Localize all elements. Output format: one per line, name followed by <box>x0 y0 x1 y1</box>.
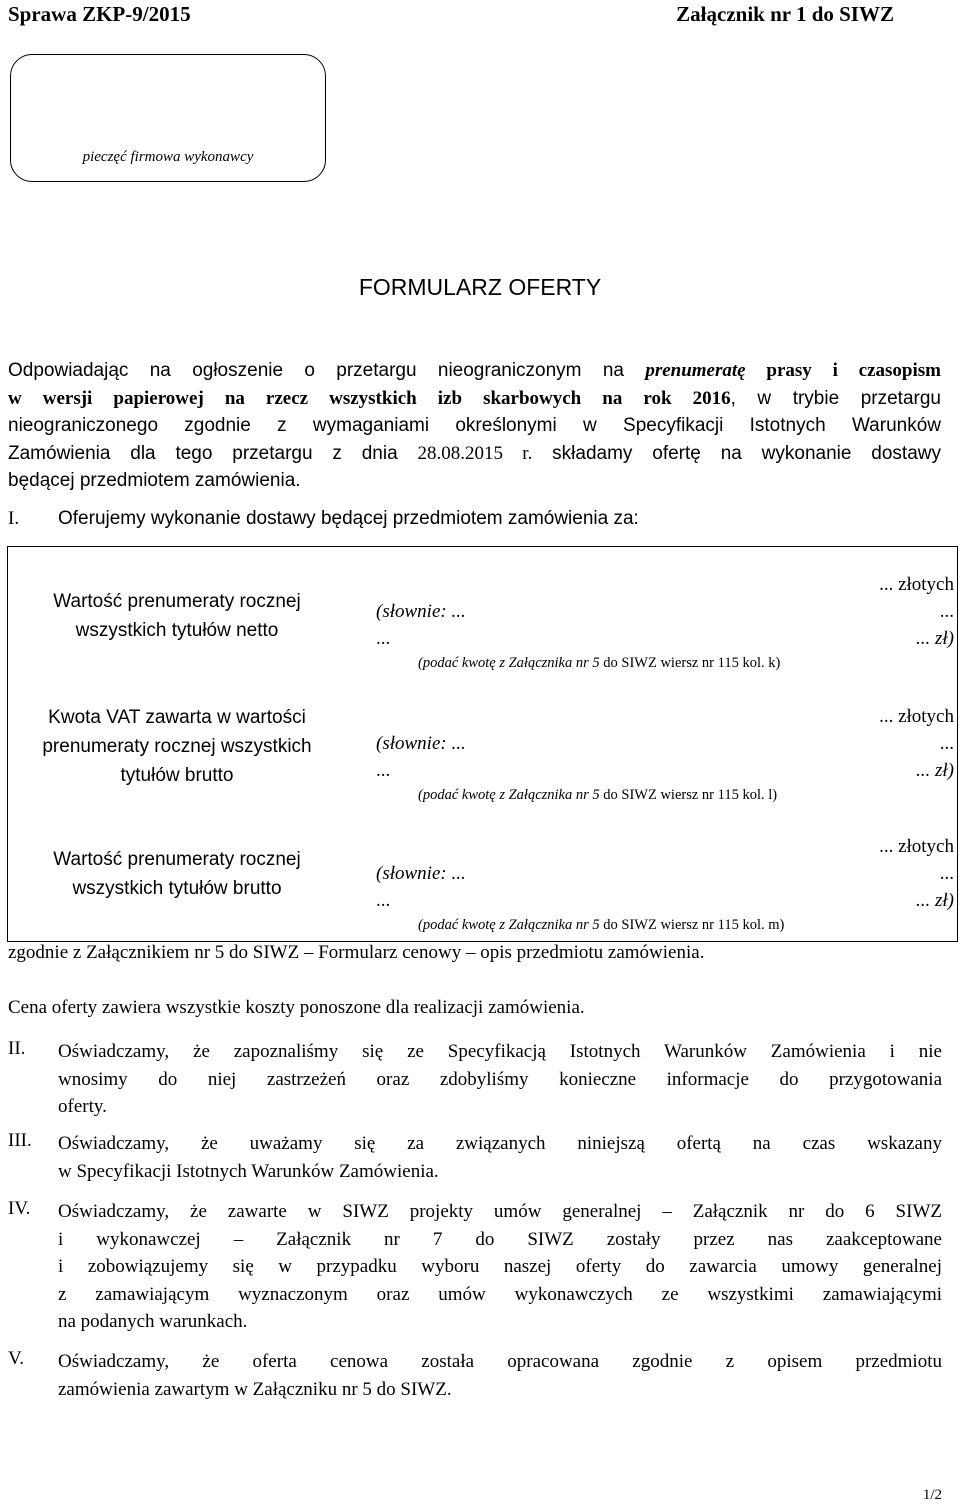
offer-table <box>7 546 958 942</box>
row-2-label: Kwota VAT zawarta w wartości prenumeraty rocznej wszystkich tytułów brutto <box>42 707 312 786</box>
intro-line-4: Zamówienia dla tego przetargu z dnia 28.08.2015 r. składamy ofertę na wykonanie dostawy <box>8 442 941 464</box>
row-3-value[interactable] <box>376 833 954 936</box>
section-1-number: I. <box>8 508 20 529</box>
price-note: Cena oferty zawiera wszystkie koszty ponoszone dla realizacji zamówienia. <box>8 997 585 1018</box>
row-1-label: Wartość prenumeraty rocznej wszystkich tytułów netto <box>53 591 301 641</box>
row-3-label: Wartość prenumeraty rocznej wszystkich tytułów brutto <box>53 849 301 899</box>
form-title: FORMULARZ OFERTY <box>358 274 602 300</box>
section-3-text: Oświadczamy, że uważamy się za związanych niniejszą ofertą na czas wskazany w Specyfikacji Istotnych Warunków Zamówienia. <box>58 1133 942 1182</box>
company-stamp-box[interactable] <box>10 54 326 182</box>
intro-line-2: w wersji papierowej na rzecz wszystkich izb skarbowych na rok 2016, w trybie przetargu <box>8 387 941 409</box>
row-2-amount: ... złotych <box>879 706 954 727</box>
intro-paragraph <box>8 357 941 495</box>
section-4-number: IV. <box>8 1198 31 1219</box>
after-table-text: zgodnie z Załącznikiem nr 5 do SIWZ – Formularz cenowy – opis przedmiotu zamówienia. <box>8 942 705 963</box>
row-2-value[interactable] <box>376 703 954 806</box>
row-3-amount: ... złotych <box>879 836 954 857</box>
section-2-number: II. <box>8 1038 26 1059</box>
section-3-number: III. <box>8 1130 32 1151</box>
row-2-zl: ... ... zł) <box>376 760 954 781</box>
row-3-words: (słownie: ... ... <box>376 863 954 884</box>
section-5-text: Oświadczamy, że oferta cenowa została opracowana zgodnie z opisem przedmiotu zamówienia zawartym w Załączniku nr 5 do SIWZ. <box>58 1351 942 1400</box>
attachment-label: Załącznik nr 1 do SIWZ <box>676 2 894 26</box>
row-3-zl: ... ... zł) <box>376 890 954 911</box>
stamp-label: pieczęć firmowa wykonawcy <box>82 149 254 165</box>
section-4-text: Oświadczamy, że zawarte w SIWZ projekty umów generalnej – Załącznik nr do 6 SIWZ i wykonawczej – Załącznik nr 7 do SIWZ zostały przez nas zaakceptowane i zobowiązujemy się w przypadku wyboru naszej oferty do zawarcia umowy generalnej z zamawiającym wyznaczonym oraz umów wykonawczych ze wszystkimi zamawiającymi na podanych warunkach. <box>58 1201 942 1332</box>
intro-line-1: Odpowiadając na ogłoszenie o przetargu nieograniczonym na prenumeratę prasy i czasopism <box>8 360 941 381</box>
intro-line-3: nieograniczonego zgodnie z wymaganiami określonymi w Specyfikacji Istotnych Warunków <box>8 415 941 436</box>
section-1-text: Oferujemy wykonanie dostawy będącej przedmiotem zamówienia za: <box>58 508 639 529</box>
row-2-note: (podać kwotę z Załącznika nr 5 do SIWZ wiersz nr 115 kol. l) <box>418 787 778 803</box>
case-number: Sprawa ZKP-9/2015 <box>8 2 191 26</box>
section-5-number: V. <box>8 1348 25 1369</box>
row-1-amount: ... złotych <box>879 574 954 595</box>
row-2-words: (słownie: ... ... <box>376 733 954 754</box>
section-2-text: Oświadczamy, że zapoznaliśmy się ze Specyfikacją Istotnych Warunków Zamówienia i nie wnosimy do niej zastrzeżeń oraz zdobyliśmy konieczne informacje do przygotowania oferty. <box>58 1041 942 1117</box>
row-1-value[interactable] <box>376 571 954 674</box>
page-number: 1/2 <box>922 1487 942 1503</box>
row-1-note: (podać kwotę z Załącznika nr 5 do SIWZ wiersz nr 115 kol. k) <box>418 655 781 671</box>
row-1-words: (słownie: ... ... <box>376 601 954 622</box>
row-1-zl: ... ... zł) <box>376 628 954 649</box>
intro-line-5: będącej przedmiotem zamówienia. <box>8 470 301 491</box>
row-3-note: (podać kwotę z Załącznika nr 5 do SIWZ wiersz nr 115 kol. m) <box>418 917 785 933</box>
